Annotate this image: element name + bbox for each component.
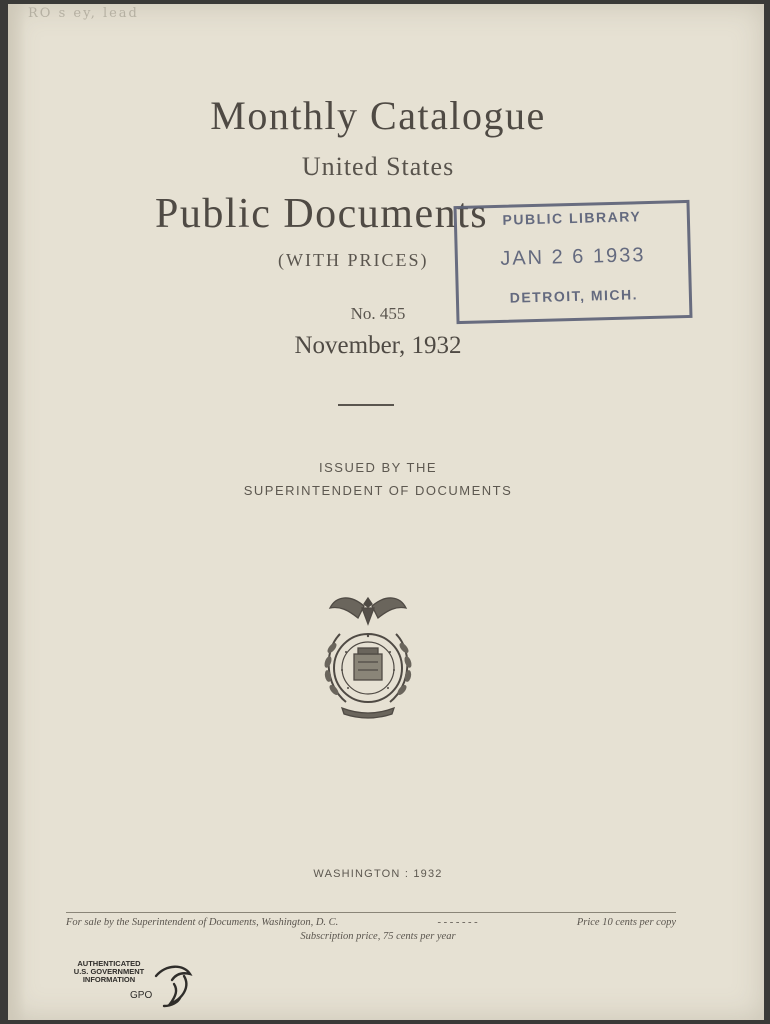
handwritten-scribble: RO s ey, lead xyxy=(28,6,139,21)
price-text: Price 10 cents per copy xyxy=(576,917,676,928)
divider-rule xyxy=(338,404,394,406)
eagle-mark-icon xyxy=(150,962,196,1010)
catalogue-title: Monthly Catalogue xyxy=(210,93,546,138)
issued-by-line1: ISSUED BY THE xyxy=(319,460,437,475)
sale-text: For sale by the Superintendent of Documents, Washington, D. C. xyxy=(66,917,339,928)
issued-by-line2: SUPERINTENDENT OF DOCUMENTS xyxy=(243,483,513,498)
place-and-year: WASHINGTON : 1932 xyxy=(313,868,443,880)
gpo-authentication-logo xyxy=(64,960,204,1012)
sale-dashes: - - - - - - - xyxy=(437,917,478,928)
catalogue-subtitle: United States xyxy=(301,152,455,181)
government-seal-icon xyxy=(306,590,430,722)
issue-date: November, 1932 xyxy=(294,332,462,359)
issue-number: No. 455 xyxy=(350,304,406,323)
prices-note: (WITH PRICES) xyxy=(278,250,429,270)
stamp-location: DETROIT, MICH. xyxy=(509,286,639,306)
gpo-line2: U.S. GOVERNMENT xyxy=(73,967,145,976)
gpo-label: GPO xyxy=(130,990,153,1001)
gpo-line1: AUTHENTICATED xyxy=(77,959,141,968)
subscription-price: Subscription price, 75 cents per year xyxy=(300,931,456,942)
stamp-library-name: PUBLIC LIBRARY xyxy=(502,208,642,228)
sale-notice xyxy=(66,917,676,928)
catalogue-title-public-documents: Public Documents xyxy=(155,191,489,237)
gpo-authentication-text xyxy=(64,960,154,984)
footer-rule xyxy=(66,912,676,913)
gpo-line3: INFORMATION xyxy=(82,975,136,984)
stamp-date: JAN 2 6 1933 xyxy=(499,244,646,270)
